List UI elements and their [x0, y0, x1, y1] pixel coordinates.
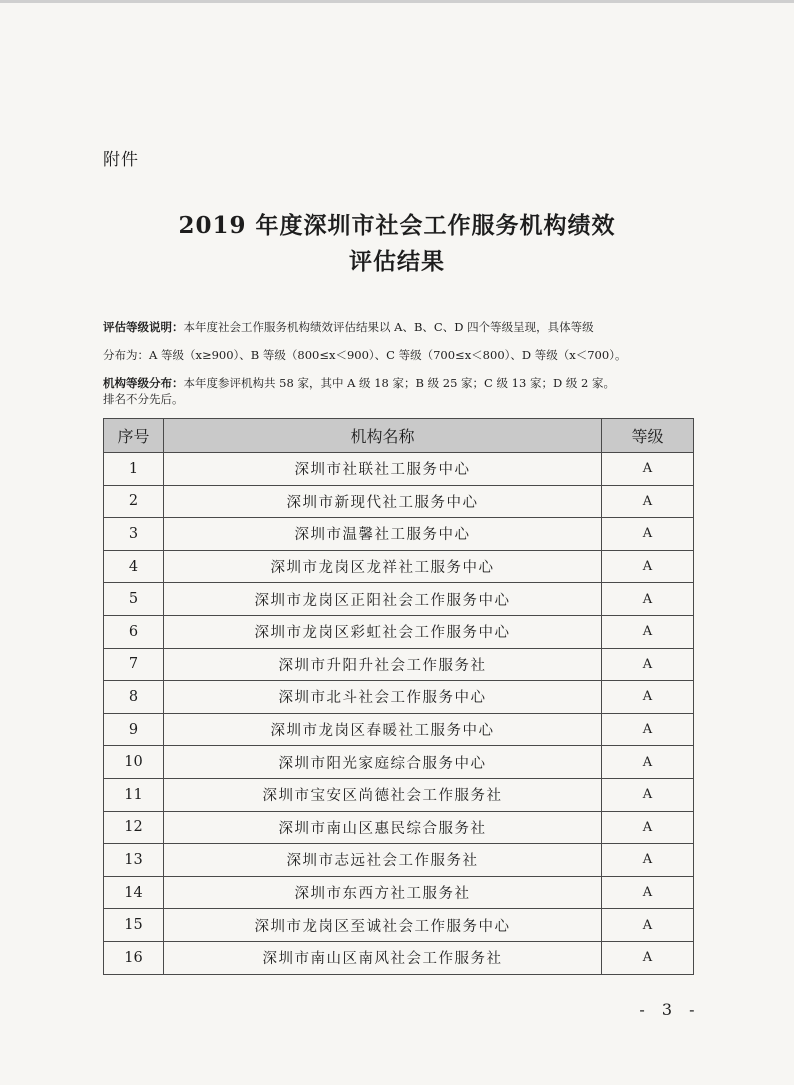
- org-grade: A: [602, 681, 694, 714]
- org-grade: A: [602, 485, 694, 518]
- row-number: 1: [104, 453, 164, 486]
- attachment-label: 附件: [103, 150, 139, 170]
- org-name: 深圳市社联社工服务中心: [164, 453, 602, 486]
- org-grade: A: [602, 583, 694, 616]
- row-number: 13: [104, 844, 164, 877]
- org-grade: A: [602, 453, 694, 486]
- row-number: 2: [104, 485, 164, 518]
- page-number: - 3 -: [639, 1000, 701, 1019]
- results-table: [103, 418, 694, 975]
- org-name: 深圳市南山区惠民综合服务社: [164, 811, 602, 844]
- grading-label: 评估等级说明：: [103, 320, 184, 334]
- org-name: 深圳市东西方社工服务社: [164, 876, 602, 909]
- table-row: [104, 876, 694, 909]
- org-grade: A: [602, 909, 694, 942]
- org-grade: A: [602, 518, 694, 551]
- order-note: 排名不分先后。: [103, 392, 184, 406]
- row-number: 11: [104, 778, 164, 811]
- org-grade: A: [602, 811, 694, 844]
- row-number: 4: [104, 550, 164, 583]
- org-name: 深圳市龙岗区至诚社会工作服务中心: [164, 909, 602, 942]
- document-title: [0, 208, 794, 280]
- row-number: 8: [104, 681, 164, 714]
- header-org-name: 机构名称: [164, 419, 602, 453]
- table-row: [104, 941, 694, 974]
- header-grade: 等级: [602, 419, 694, 453]
- row-number: 6: [104, 615, 164, 648]
- org-name: 深圳市阳光家庭综合服务中心: [164, 746, 602, 779]
- table-row: [104, 778, 694, 811]
- page-top-edge: [0, 0, 794, 3]
- org-grade: A: [602, 941, 694, 974]
- table-row: [104, 811, 694, 844]
- table-row: [104, 518, 694, 551]
- row-number: 3: [104, 518, 164, 551]
- org-name: 深圳市龙岗区春暖社工服务中心: [164, 713, 602, 746]
- row-number: 14: [104, 876, 164, 909]
- row-number: 7: [104, 648, 164, 681]
- table-row: [104, 583, 694, 616]
- org-grade: A: [602, 746, 694, 779]
- row-number: 16: [104, 941, 164, 974]
- org-grade: A: [602, 844, 694, 877]
- table-row: [104, 485, 694, 518]
- table-row: [104, 713, 694, 746]
- org-name: 深圳市龙岗区彩虹社会工作服务中心: [164, 615, 602, 648]
- org-grade: A: [602, 550, 694, 583]
- row-number: 12: [104, 811, 164, 844]
- distribution-text: 本年度参评机构共 58 家，其中 A 级 18 家；B 级 25 家；C 级 13 家；D 级 2 家。: [183, 376, 615, 390]
- table-row: [104, 453, 694, 486]
- org-name: 深圳市温馨社工服务中心: [164, 518, 602, 551]
- grading-notes: [103, 319, 693, 407]
- table-row: [104, 844, 694, 877]
- org-grade: A: [602, 778, 694, 811]
- org-grade: A: [602, 713, 694, 746]
- title-line-1: 2019 年度深圳市社会工作服务机构绩效: [178, 212, 616, 239]
- org-name: 深圳市北斗社会工作服务中心: [164, 681, 602, 714]
- table-header-row: [104, 419, 694, 453]
- org-name: 深圳市新现代社工服务中心: [164, 485, 602, 518]
- table-row: [104, 648, 694, 681]
- table-row: [104, 615, 694, 648]
- org-name: 深圳市龙岗区正阳社会工作服务中心: [164, 583, 602, 616]
- distribution-label: 机构等级分布：: [103, 376, 184, 390]
- row-number: 10: [104, 746, 164, 779]
- org-grade: A: [602, 615, 694, 648]
- table-row: [104, 550, 694, 583]
- row-number: 5: [104, 583, 164, 616]
- grading-text-2: 分布为：A 等级（x≥900）、B 等级（800≤x＜900）、C 等级（700≤x＜800）、D 等级（x＜700）。: [103, 348, 627, 362]
- org-name: 深圳市南山区南风社会工作服务社: [164, 941, 602, 974]
- table-row: [104, 746, 694, 779]
- org-name: 深圳市升阳升社会工作服务社: [164, 648, 602, 681]
- row-number: 9: [104, 713, 164, 746]
- org-grade: A: [602, 648, 694, 681]
- table-row: [104, 681, 694, 714]
- org-name: 深圳市宝安区尚德社会工作服务社: [164, 778, 602, 811]
- table-row: [104, 909, 694, 942]
- org-grade: A: [602, 876, 694, 909]
- header-serial: 序号: [104, 419, 164, 453]
- title-line-2: 评估结果: [349, 248, 445, 275]
- grading-description: [103, 319, 693, 335]
- grading-text-1: 本年度社会工作服务机构绩效评估结果以 A、B、C、D 四个等级呈现，具体等级: [183, 320, 594, 334]
- org-name: 深圳市龙岗区龙祥社工服务中心: [164, 550, 602, 583]
- org-name: 深圳市志远社会工作服务社: [164, 844, 602, 877]
- row-number: 15: [104, 909, 164, 942]
- distribution-description: [103, 375, 693, 391]
